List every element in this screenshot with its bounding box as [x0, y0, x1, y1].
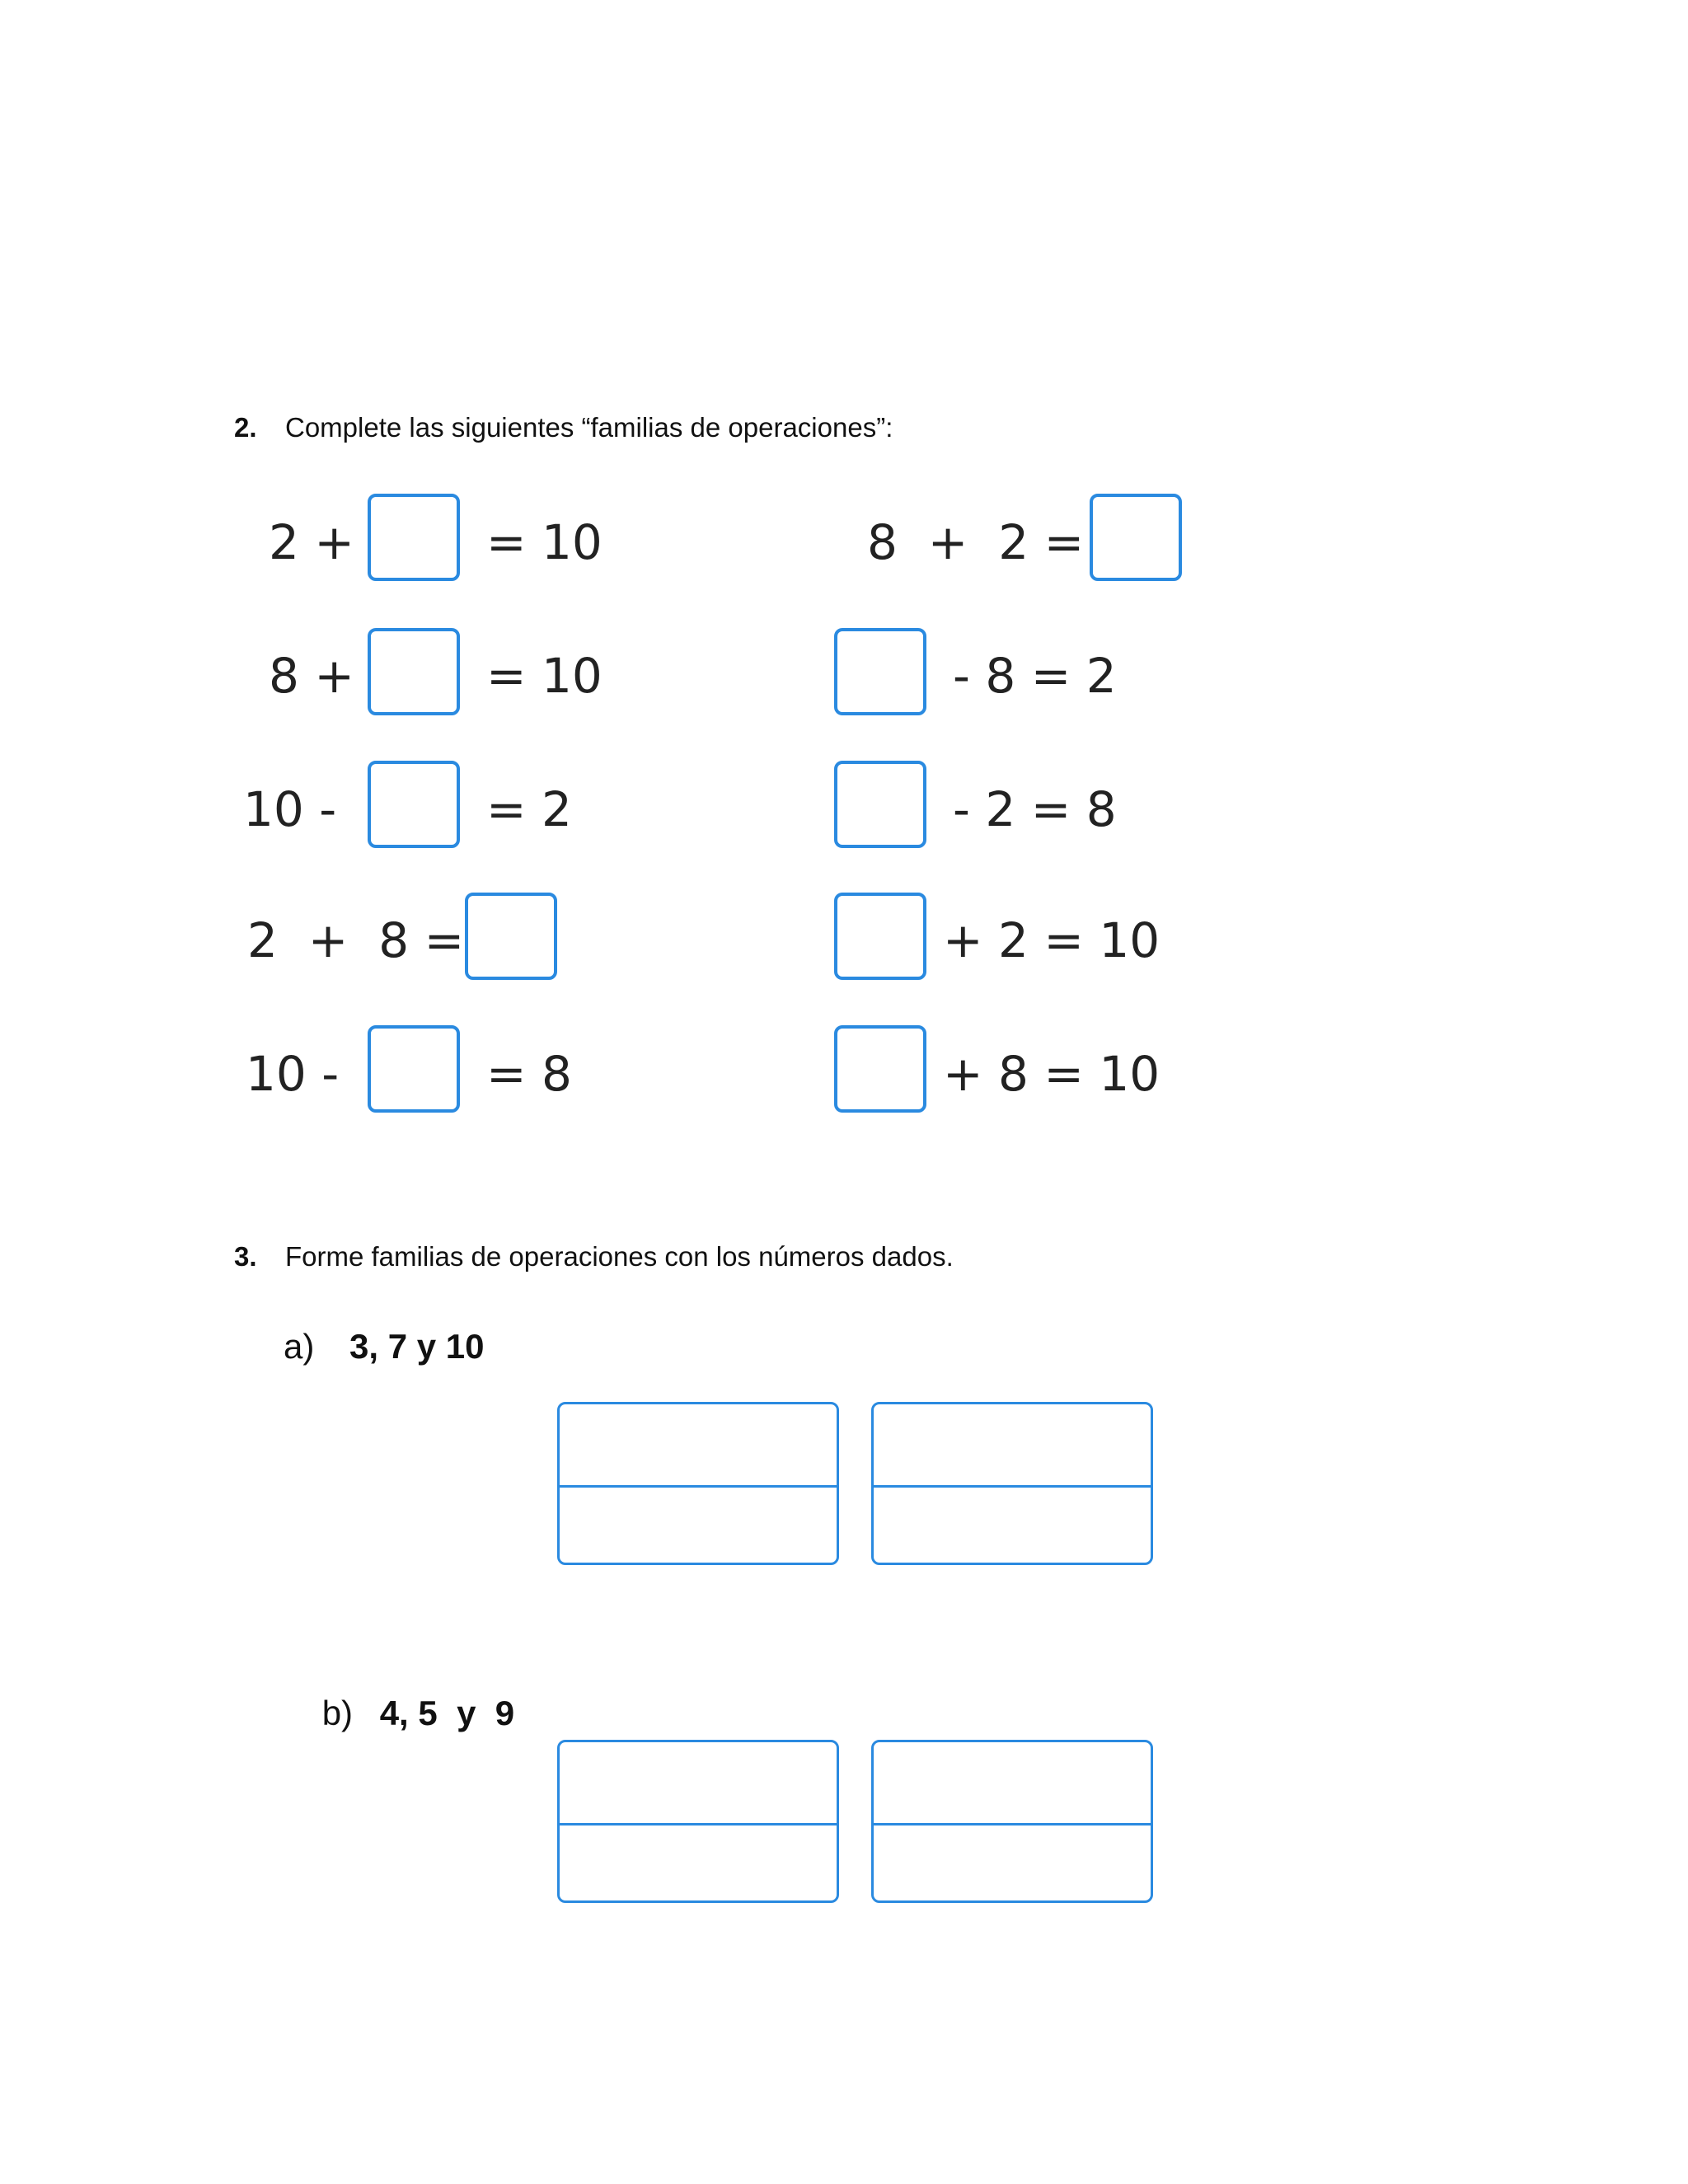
- part-a-answer-box-1[interactable]: [557, 1402, 839, 1565]
- left-eq-2-before: 8 +: [269, 648, 354, 704]
- question-3-number: 3.: [234, 1241, 257, 1272]
- left-eq-4-before: 2 + 8 =: [247, 912, 465, 968]
- question-3-heading: [234, 1241, 954, 1272]
- part-b-numbers: 4, 5 y 9: [379, 1694, 515, 1732]
- right-eq-1-before: 8 + 2 =: [867, 514, 1085, 570]
- left-eq-2-after: = 10: [486, 648, 603, 704]
- answer-box-left-4[interactable]: [465, 893, 557, 980]
- question-3-text: Forme familias de operaciones con los números dados.: [285, 1241, 954, 1272]
- right-eq-5-after: + 8 = 10: [943, 1046, 1160, 1102]
- answer-box-left-2[interactable]: [368, 628, 460, 715]
- part-b-answer-box-2[interactable]: [871, 1740, 1153, 1903]
- part-b-label: [284, 1654, 514, 1773]
- answer-box-divider: [874, 1823, 1151, 1825]
- answer-box-right-2[interactable]: [834, 628, 926, 715]
- answer-box-right-4[interactable]: [834, 893, 926, 980]
- question-2-text: Complete las siguientes “familias de operaciones”:: [285, 412, 893, 443]
- question-2-heading: [234, 412, 893, 443]
- answer-box-divider: [874, 1485, 1151, 1488]
- answer-box-right-1[interactable]: [1090, 494, 1182, 581]
- question-2-number: 2.: [234, 412, 257, 443]
- answer-box-left-3[interactable]: [368, 761, 460, 848]
- answer-box-left-5[interactable]: [368, 1025, 460, 1113]
- part-b-answer-box-1[interactable]: [557, 1740, 839, 1903]
- part-b-letter: b): [321, 1694, 354, 1732]
- part-a-letter: a): [284, 1327, 315, 1366]
- left-eq-5-after: = 8: [486, 1046, 572, 1102]
- answer-box-left-1[interactable]: [368, 494, 460, 581]
- left-eq-1-after: = 10: [486, 514, 603, 570]
- answer-box-right-5[interactable]: [834, 1025, 926, 1113]
- part-a-label: [284, 1327, 484, 1366]
- answer-box-right-3[interactable]: [834, 761, 926, 848]
- left-eq-5-before: 10 -: [246, 1046, 340, 1102]
- left-eq-3-after: = 2: [486, 781, 572, 837]
- right-eq-3-after: - 2 = 8: [953, 781, 1117, 837]
- left-eq-1-before: 2 +: [269, 514, 354, 570]
- right-eq-2-after: - 8 = 2: [953, 648, 1117, 704]
- part-a-numbers: 3, 7 y 10: [349, 1327, 485, 1366]
- answer-box-divider: [560, 1485, 837, 1488]
- left-eq-3-before: 10 -: [243, 781, 337, 837]
- right-eq-4-after: + 2 = 10: [943, 912, 1160, 968]
- part-a-answer-box-2[interactable]: [871, 1402, 1153, 1565]
- answer-box-divider: [560, 1823, 837, 1825]
